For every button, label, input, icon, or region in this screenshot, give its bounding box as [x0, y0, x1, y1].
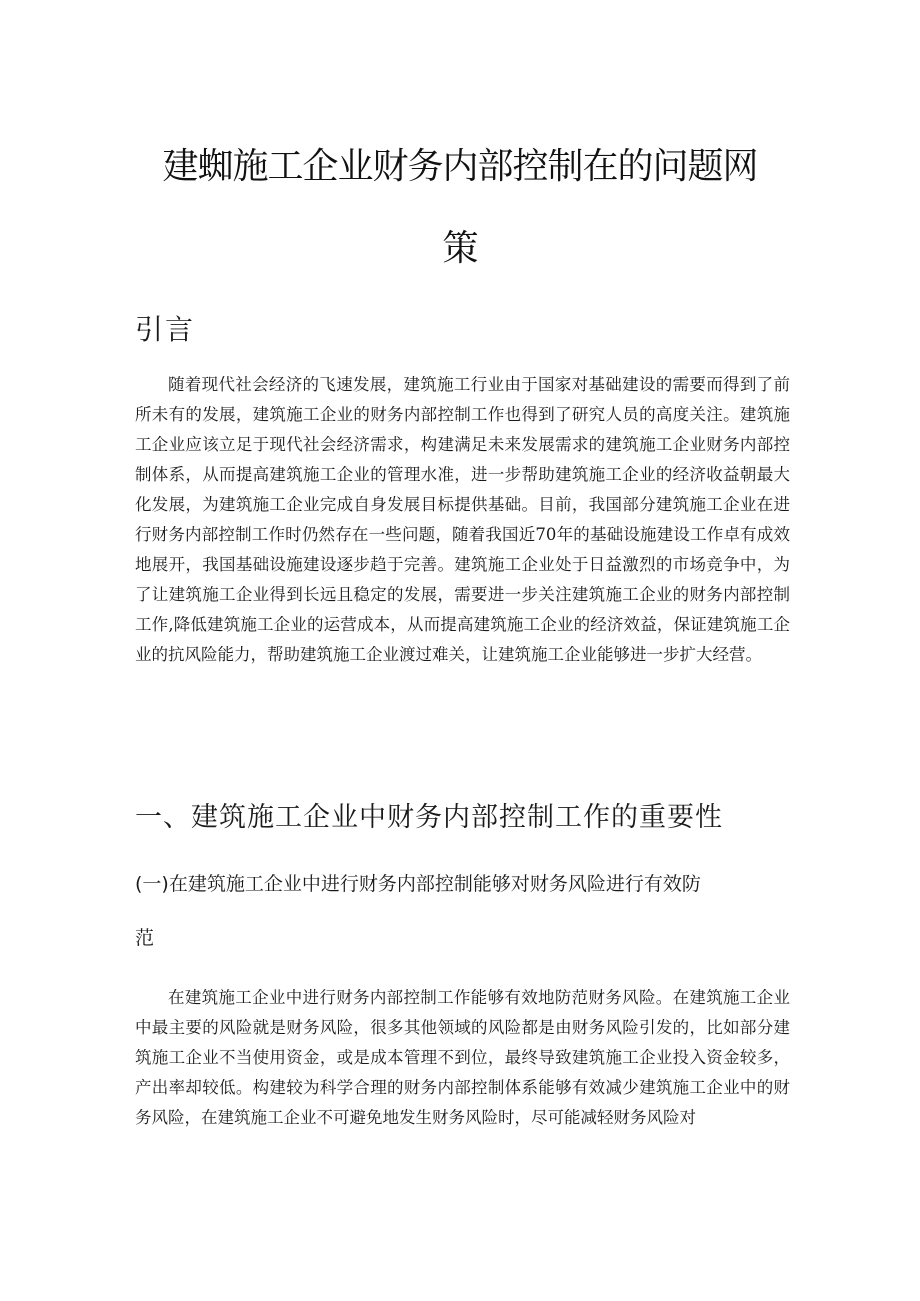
intro-heading: 引言 — [135, 313, 196, 346]
intro-paragraph: 随着现代社会经济的飞速发展，建筑施工行业由于国家对基础建设的需要而得到了前所未有的发展，建筑施工企业的财务内部控制工作也得到了研究人员的高度关注。建筑施工企业应该立足于现代社会经济需求，构建满足未来发展需求的建筑施工企业财务内部控制体系，从而提高建筑施工企业的管理水准，进一步帮助建筑施工企业的经济收益朝最大化发展，为建筑施工企业完成自身发展目标提供基础。目前，我国部分建筑施工企业在进行财务内部控制工作时仍然存在一些问题，随着我国近70年的基础设施建设工作卓有成效地展开，我国基础设施建设逐步趋于完善。建筑施工企业处于日益激烈的市场竞争中，为了让建筑施工企业得到长远且稳定的发展，需要进一步关注建筑施工企业的财务内部控制工作,降低建筑施工企业的运营成本，从而提高建筑施工企业的经济效益，保证建筑施工企业的抗风险能力，帮助建筑施工企业渡过难关，让建筑施工企业能够进一步扩大经营。 — [135, 375, 790, 664]
document-title-line-1: 建蜘施工企业财务内部控制在的问题网 — [162, 146, 758, 187]
subsection-1-paragraph: 在建筑施工企业中进行财务内部控制工作能够有效地防范财务风险。在建筑施工企业中最主要的风险就是财务风险，很多其他领域的风险都是由财务风险引发的，比如部分建筑施工企业不当使用资金，或是成本管理不到位，最终导致建筑施工企业投入资金较多，产出率却较低。构建较为科学合理的财务内部控制体系能够有效减少建筑施工企业中的财务风险，在建筑施工企业不可避免地发生财务风险时，尽可能减轻财务风险对 — [135, 988, 790, 1127]
subsection-1-heading-line-1: (一)在建筑施工企业中进行财务内部控制能够对财务风险进行有效防 — [135, 873, 701, 895]
section-1-heading: 一、建筑施工企业中财务内部控制工作的重要性 — [135, 802, 723, 833]
subsection-1-heading-line-2: 范 — [135, 927, 155, 949]
document-title-line-2: 策 — [442, 228, 478, 269]
